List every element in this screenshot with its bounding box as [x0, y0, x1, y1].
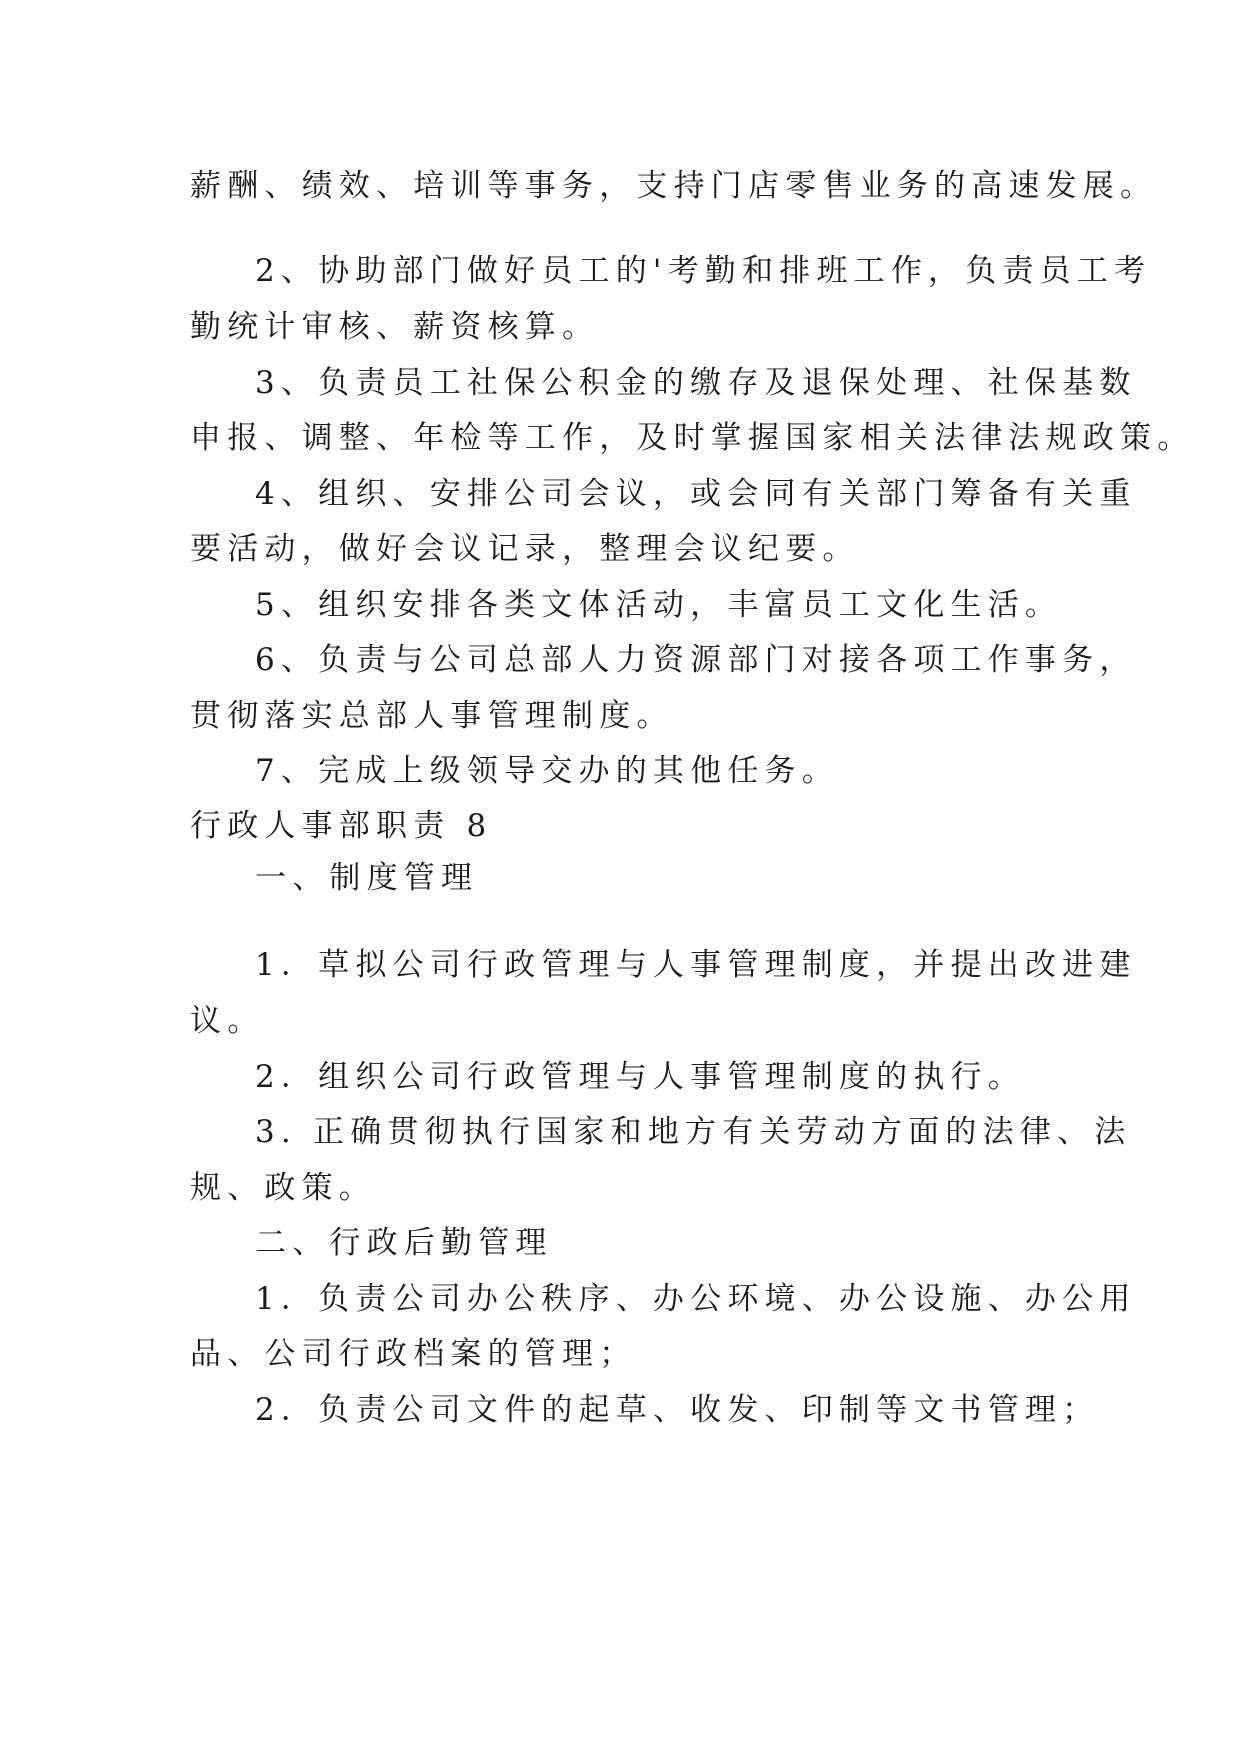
paragraph-line: 贯彻落实总部人事管理制度。 [190, 698, 674, 734]
subsection-heading: 一、制度管理 [255, 860, 479, 896]
paragraph-line: 3. 正确贯彻执行国家和地方有关劳动方面的法律、法 [255, 1114, 1132, 1150]
section-heading: 行政人事部职责 8 [190, 808, 493, 844]
paragraph-line: 4、组织、安排公司会议，或会同有关部门筹备有关重 [255, 476, 1137, 512]
paragraph-line: 5、组织安排各类文体活动，丰富员工文化生活。 [255, 587, 1063, 623]
paragraph-line: 议。 [190, 1003, 265, 1039]
paragraph-line: 薪酬、绩效、培训等事务，支持门店零售业务的高速发展。 [190, 168, 1158, 204]
paragraph-line: 要活动，做好会议记录，整理会议纪要。 [190, 531, 860, 567]
paragraph-line: 2、协助部门做好员工的'考勤和排班工作，负责员工考 [255, 253, 1152, 289]
paragraph-line: 3、负责员工社保公积金的缴存及退保处理、社保基数 [255, 365, 1137, 401]
paragraph-line: 1．草拟公司行政管理与人事管理制度，并提出改进建 [255, 947, 1137, 983]
paragraph-line: 7、完成上级领导交办的其他任务。 [255, 753, 839, 789]
paragraph-line: 1．负责公司办公秩序、办公环境、办公设施、办公用 [255, 1281, 1137, 1317]
paragraph-line: 6、负责与公司总部人力资源部门对接各项工作事务， [255, 642, 1137, 678]
paragraph-line: 2．组织公司行政管理与人事管理制度的执行。 [255, 1059, 1025, 1095]
paragraph-line: 品、公司行政档案的管理； [190, 1336, 637, 1372]
paragraph-line: 申报、调整、年检等工作，及时掌握国家相关法律法规政策。 [190, 420, 1195, 456]
paragraph-line: 勤统计审核、薪资核算。 [190, 309, 600, 345]
subsection-heading: 二、行政后勤管理 [255, 1225, 553, 1261]
paragraph-line: 规、政策。 [190, 1170, 376, 1206]
paragraph-line: 2．负责公司文件的起草、收发、印制等文书管理； [255, 1392, 1100, 1428]
